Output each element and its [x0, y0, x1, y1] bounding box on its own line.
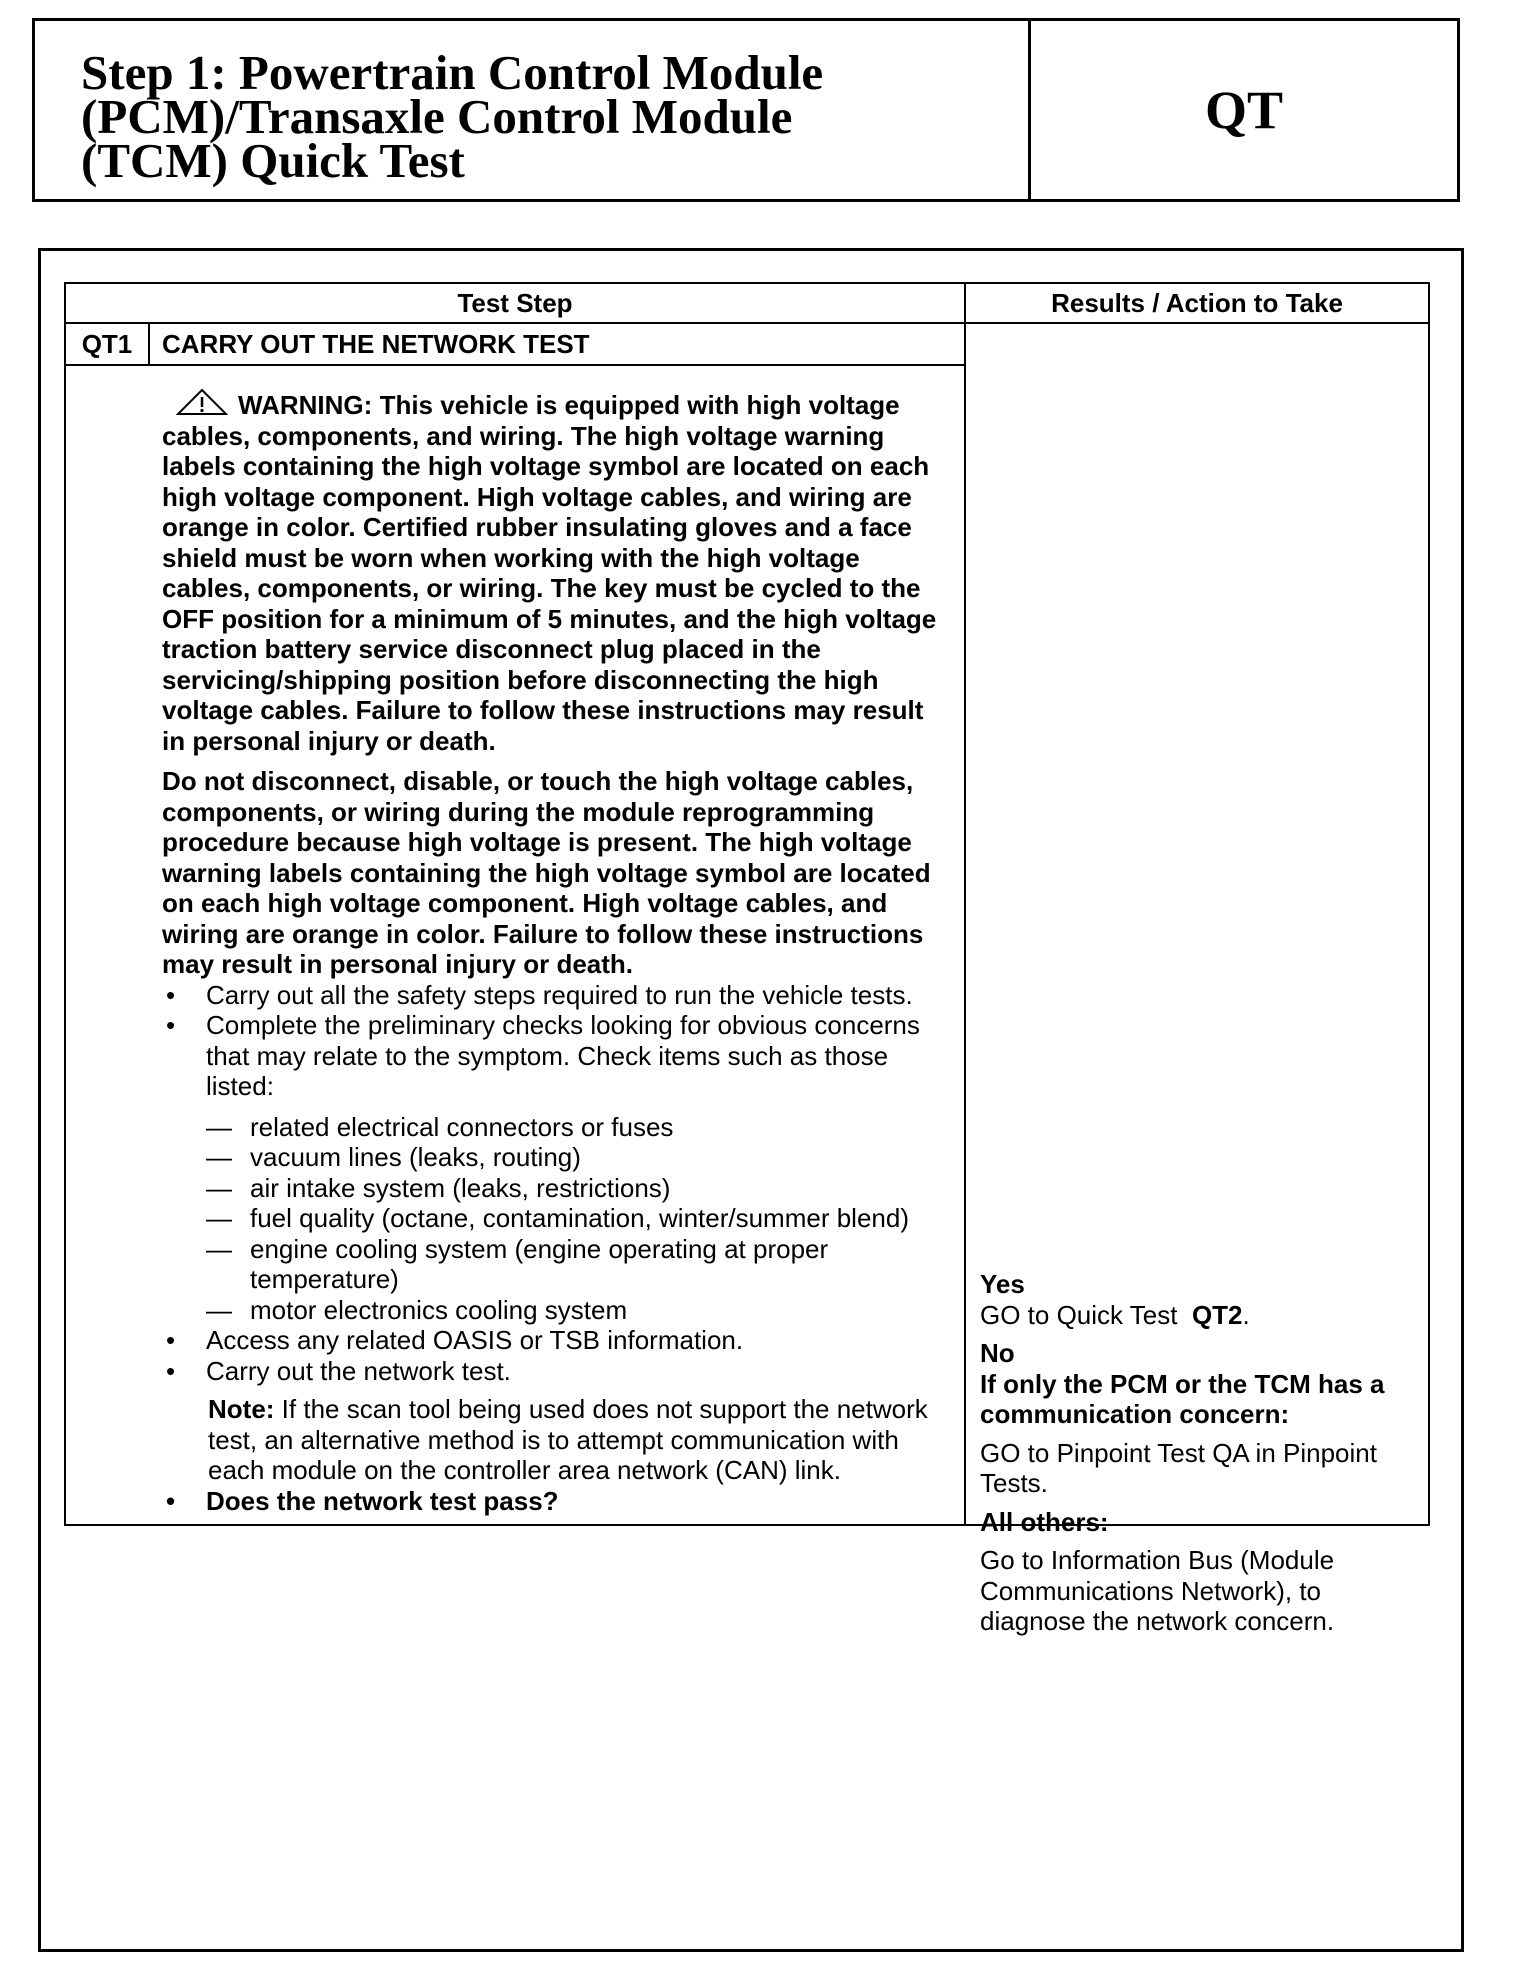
- column-header-results: Results / Action to Take: [1051, 287, 1343, 318]
- warning-triangle-icon: [176, 388, 228, 416]
- check-item-text: engine cooling system (engine operating at proper temperature): [250, 1233, 829, 1294]
- bullet-icon: •: [166, 979, 176, 1010]
- note: [208, 1394, 950, 1486]
- yes-action-target: QT2: [1191, 1299, 1243, 1330]
- result-yes-action: [980, 1300, 1426, 1331]
- result-no-label: No: [980, 1338, 1015, 1368]
- result-yes-label: Yes: [980, 1269, 1025, 1299]
- step-header: [66, 324, 964, 366]
- test-step-cell: [66, 324, 966, 1524]
- table-row: [66, 324, 1428, 1636]
- test-table: [64, 282, 1430, 1636]
- step-title: CARRY OUT THE NETWORK TEST: [162, 328, 590, 359]
- result-others-label: All others:: [980, 1506, 1109, 1537]
- check-item-text: motor electronics cooling system: [250, 1294, 628, 1325]
- yes-action-suffix: .: [1242, 1299, 1250, 1330]
- list-item: [206, 1112, 950, 1143]
- page-title: [81, 45, 1028, 188]
- results-cell: [966, 324, 1428, 1636]
- dash-icon: —: [206, 1172, 232, 1203]
- step-id: QT1: [66, 324, 150, 364]
- note-text: If the scan tool being used does not support the network test, an alternative method is to attempt communication with each module on the controller area network (CAN) link.: [208, 1394, 928, 1485]
- bullet-icon: •: [166, 1010, 176, 1040]
- result-no-action: GO to Pinpoint Test QA in Pinpoint Tests.: [980, 1437, 1377, 1498]
- list-item: [162, 1325, 950, 1356]
- bullet-icon: •: [166, 1485, 176, 1516]
- list-item: [162, 1486, 950, 1517]
- yes-action-prefix: GO to Quick Test: [980, 1299, 1178, 1330]
- list-item: [206, 1142, 950, 1173]
- check-item-text: related electrical connectors or fuses: [250, 1111, 674, 1142]
- list-item: [206, 1173, 950, 1204]
- list-item: [162, 980, 950, 1011]
- bullet-icon: •: [166, 1325, 176, 1355]
- check-item-text: air intake system (leaks, restrictions): [250, 1172, 671, 1203]
- dash-icon: —: [206, 1203, 232, 1233]
- table-header-row: [66, 284, 1428, 324]
- result-others-action: Go to Information Bus (Module Communications Network), to diagnose the network concern.: [980, 1545, 1335, 1636]
- list-item: [206, 1295, 950, 1326]
- bullet-icon: •: [166, 1355, 176, 1386]
- header-box: [32, 18, 1460, 202]
- bullet-text: Carry out all the safety steps required to run the vehicle tests.: [206, 979, 913, 1010]
- header-title-cell: [35, 21, 1031, 199]
- dash-icon: —: [206, 1111, 232, 1142]
- final-question: Does the network test pass?: [206, 1485, 559, 1516]
- result-no-condition: If only the PCM or the TCM has a communication concern:: [980, 1368, 1385, 1429]
- dash-icon: —: [206, 1294, 232, 1325]
- check-item-text: fuel quality (octane, contamination, winter/summer blend): [250, 1203, 909, 1233]
- column-header-test-step: Test Step: [66, 284, 966, 322]
- check-items-list: [206, 1112, 950, 1326]
- warning-paragraph-2: Do not disconnect, disable, or touch the high voltage cables, components, or wiring during the module reprogramming procedure because high voltage is present. The high voltage warning labels containing the high voltage symbol are located on each high voltage component. High voltage cables, and wiring are orange in color. Failure to follow these instructions may result in personal injury or death.: [162, 766, 931, 979]
- dash-icon: —: [206, 1142, 232, 1172]
- bullet-text: Complete the preliminary checks looking for obvious concerns that may relate to the symptom. Check items such as those listed:: [206, 1010, 920, 1101]
- header-code-cell: [1031, 21, 1457, 199]
- list-item: [162, 1356, 950, 1387]
- bullet-text: Access any related OASIS or TSB information.: [206, 1325, 744, 1355]
- title-line-3: (TCM) Quick Test: [81, 133, 465, 188]
- warning-paragraph: [162, 388, 950, 756]
- results-block: [980, 1269, 1426, 1637]
- warning-text: This vehicle is equipped with high voltage cables, components, and wiring. The high voltage warning labels containing the high voltage symbol are located on each high voltage component. High voltage cables, and wiring are orange in color. Certified rubber insulating gloves and a face shield must be worn when working with the high voltage cables, components, or wiring. The key must be cycled to the OFF position for a minimum of 5 minutes, and the high voltage traction battery service disconnect plug placed in the servicing/shipping position before disconnecting the high voltage cables. Failure to follow these instructions may result in personal injury or death.: [162, 390, 937, 756]
- check-item-text: vacuum lines (leaks, routing): [250, 1142, 581, 1172]
- title-line-1: Step 1: Powertrain Control Module: [81, 45, 824, 100]
- title-line-2: (PCM)/Transaxle Control Module: [81, 89, 793, 144]
- step-body: [66, 366, 964, 1524]
- section-code: QT: [1204, 80, 1284, 140]
- dash-icon: —: [206, 1233, 232, 1264]
- warning-prefix: WARNING:: [238, 390, 373, 420]
- list-item: [162, 1010, 950, 1102]
- list-item: [206, 1203, 950, 1234]
- note-label: Note:: [208, 1394, 275, 1424]
- bullet-text: Carry out the network test.: [206, 1355, 511, 1386]
- list-item: [206, 1234, 950, 1295]
